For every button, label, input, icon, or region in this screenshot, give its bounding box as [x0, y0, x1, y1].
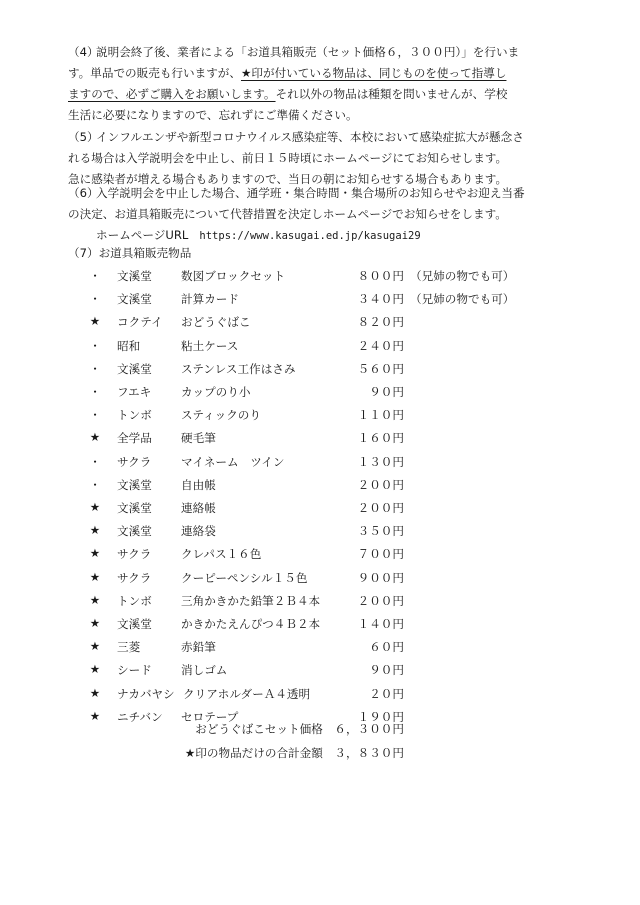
- product-mark: ★: [89, 500, 101, 514]
- product-brand: 昭和: [117, 338, 141, 353]
- product-brand: 文溪堂: [117, 501, 152, 515]
- product-row: [0, 546, 640, 568]
- product-name: クレパス１６色: [181, 547, 262, 562]
- product-row: [0, 593, 640, 615]
- product-mark: ★: [89, 569, 101, 584]
- section-4: [68, 42, 588, 126]
- product-brand: 文溪堂: [117, 477, 152, 492]
- product-price: ８２０円: [357, 315, 404, 330]
- text-line: [68, 63, 588, 84]
- underlined-notice: ますので、必ずご購入をお願いします。: [68, 87, 276, 101]
- product-row: [0, 361, 640, 383]
- text-line: [68, 84, 588, 105]
- product-row: [0, 268, 640, 290]
- product-price: ２００円: [357, 501, 404, 515]
- product-brand: 文溪堂: [117, 361, 152, 376]
- product-mark: ・: [89, 454, 101, 469]
- product-mark: ★: [89, 314, 101, 329]
- product-mark: ★: [89, 616, 101, 630]
- text-line: インフルエンザや新型コロナウイルス感染症等、本校において感染症拡大が懸念さ: [96, 130, 524, 144]
- product-name: 計算カード: [181, 292, 239, 307]
- text-line: 生活に必要になりますので、忘れずにご準備ください。: [68, 108, 358, 122]
- product-brand: トンボ: [117, 593, 152, 608]
- product-name: カップのり小: [181, 385, 251, 399]
- text-line: 入学説明会を中止した場合、通学班・集合時間・集合場所のお知らせやお迎え当番: [96, 186, 525, 200]
- product-brand: サクラ: [117, 547, 152, 562]
- star-items-total: ★印の物品だけの合計金額 ３，８３０円: [184, 746, 404, 760]
- product-price: ９０円: [369, 663, 404, 678]
- product-name: クリアホルダーＡ４透明: [183, 686, 311, 701]
- product-row: [0, 384, 640, 406]
- product-name: 自由帳: [181, 477, 216, 492]
- product-mark: ★: [89, 685, 101, 700]
- product-brand: 文溪堂: [117, 617, 152, 631]
- product-price: ５６０円: [357, 361, 404, 376]
- product-brand: コクテイ: [117, 315, 163, 330]
- text-line: れる場合は入学説明会を中止し、前日１５時頃にホームページにてお知らせします。: [68, 151, 508, 165]
- product-price: ２００円: [357, 593, 404, 608]
- product-brand: 文溪堂: [117, 292, 152, 307]
- product-price: １９０円: [357, 709, 404, 724]
- product-row: [0, 523, 640, 545]
- product-mark: ・: [89, 385, 101, 399]
- section-7-heading: （7）お道具箱販売物品: [68, 246, 192, 260]
- underlined-notice: ★印が付いている物品は、同じものを使って指導し: [240, 66, 507, 80]
- text-line: 説明会終了後、業者による「お道具箱販売（セット価格６，３００円）」を行いま: [96, 45, 520, 59]
- section-5: [68, 127, 588, 190]
- product-mark: ・: [89, 269, 101, 283]
- product-name: 連絡袋: [181, 524, 216, 539]
- product-price: １４０円: [357, 617, 404, 631]
- text-segment: それ以外の物品は種類を問いませんが、学校: [275, 87, 508, 101]
- product-row: [0, 639, 640, 661]
- product-name: かきかたえんぴつ４Ｂ２本: [181, 617, 321, 631]
- product-mark: ★: [89, 546, 101, 561]
- product-brand: ニチバン: [117, 709, 163, 724]
- product-price: １１０円: [357, 408, 404, 423]
- product-row: [0, 291, 640, 313]
- product-name: 粘土ケース: [181, 338, 239, 353]
- product-name: 赤鉛筆: [181, 640, 216, 655]
- product-name: クーピーペンシル１５色: [181, 570, 308, 585]
- product-price: ２０円: [369, 686, 404, 701]
- text-segment: す。単品での販売も行いますが、: [68, 66, 241, 80]
- product-name: スティックのり: [181, 408, 261, 423]
- product-row: [0, 477, 640, 499]
- product-price: ９０円: [369, 385, 404, 399]
- product-row: [0, 570, 640, 592]
- product-price: ９００円: [357, 570, 404, 585]
- product-price: １３０円: [357, 454, 404, 469]
- product-price: １６０円: [357, 431, 404, 446]
- product-name: 数図ブロックセット: [181, 269, 286, 283]
- product-mark: ・: [89, 477, 101, 492]
- product-mark: ・: [89, 292, 101, 307]
- product-name: セロテープ: [181, 709, 239, 724]
- product-name: マイネーム ツイン: [181, 454, 285, 469]
- product-row: [0, 314, 640, 336]
- product-price: ６０円: [369, 640, 404, 655]
- product-price: ３４０円: [357, 292, 404, 307]
- product-price: ２００円: [357, 477, 404, 492]
- product-row: [0, 407, 640, 429]
- product-name: 硬毛筆: [181, 431, 216, 446]
- section-number: （4）: [68, 45, 99, 59]
- product-mark: ・: [89, 361, 101, 376]
- product-brand: サクラ: [117, 570, 152, 585]
- product-mark: ★: [89, 639, 101, 654]
- section-number: （6）: [68, 186, 99, 200]
- section-6: [68, 183, 588, 247]
- product-name: おどうぐばこ: [181, 315, 251, 330]
- product-mark: ★: [89, 708, 101, 723]
- homepage-url-link[interactable]: https://www.kasugai.ed.jp/kasugai29: [199, 230, 421, 242]
- text-line: 急に感染者が増える場合もありますので、当日の朝にお知らせする場合もあります。: [68, 172, 508, 186]
- product-price: ８００円: [357, 269, 404, 283]
- product-brand: 全学品: [117, 431, 152, 446]
- product-brand: 三菱: [117, 640, 141, 655]
- set-price-total: おどうぐばこセット価格 ６，３００円: [195, 722, 404, 736]
- product-name: 連絡帳: [181, 501, 216, 515]
- homepage-label: ホームページURL: [96, 228, 189, 242]
- product-brand: フエキ: [117, 385, 152, 399]
- product-mark: ★: [89, 592, 101, 607]
- product-row: [0, 662, 640, 684]
- product-brand: サクラ: [117, 454, 152, 469]
- product-brand: ナカバヤシ: [117, 686, 175, 701]
- product-price: ３５０円: [357, 524, 404, 539]
- product-price: ２４０円: [357, 338, 404, 353]
- section-number: （5）: [68, 130, 99, 144]
- homepage-line: [68, 225, 588, 247]
- product-note: （兄姉の物でも可）: [410, 269, 515, 283]
- product-row: [0, 500, 640, 522]
- product-mark: ★: [89, 662, 101, 677]
- product-name: 三角かきかた鉛筆２Ｂ４本: [181, 593, 321, 608]
- product-row: [0, 686, 640, 708]
- product-row: [0, 430, 640, 452]
- product-brand: トンボ: [117, 408, 152, 423]
- product-mark: ★: [89, 523, 101, 538]
- product-note: （兄姉の物でも可）: [410, 292, 515, 307]
- product-mark: ・: [89, 408, 101, 423]
- product-name: ステンレス工作はさみ: [181, 361, 296, 376]
- product-row: [0, 454, 640, 476]
- product-name: 消しゴム: [181, 663, 228, 678]
- text-line: の決定、お道具箱販売について代替措置を決定しホームページでお知らせをします。: [68, 207, 507, 221]
- product-mark: ★: [89, 430, 101, 445]
- product-price: ７００円: [357, 547, 404, 562]
- product-brand: シード: [117, 663, 152, 678]
- product-row: [0, 616, 640, 638]
- product-row: [0, 338, 640, 360]
- product-brand: 文溪堂: [117, 524, 152, 539]
- product-brand: 文溪堂: [117, 269, 152, 283]
- product-mark: ・: [89, 338, 101, 353]
